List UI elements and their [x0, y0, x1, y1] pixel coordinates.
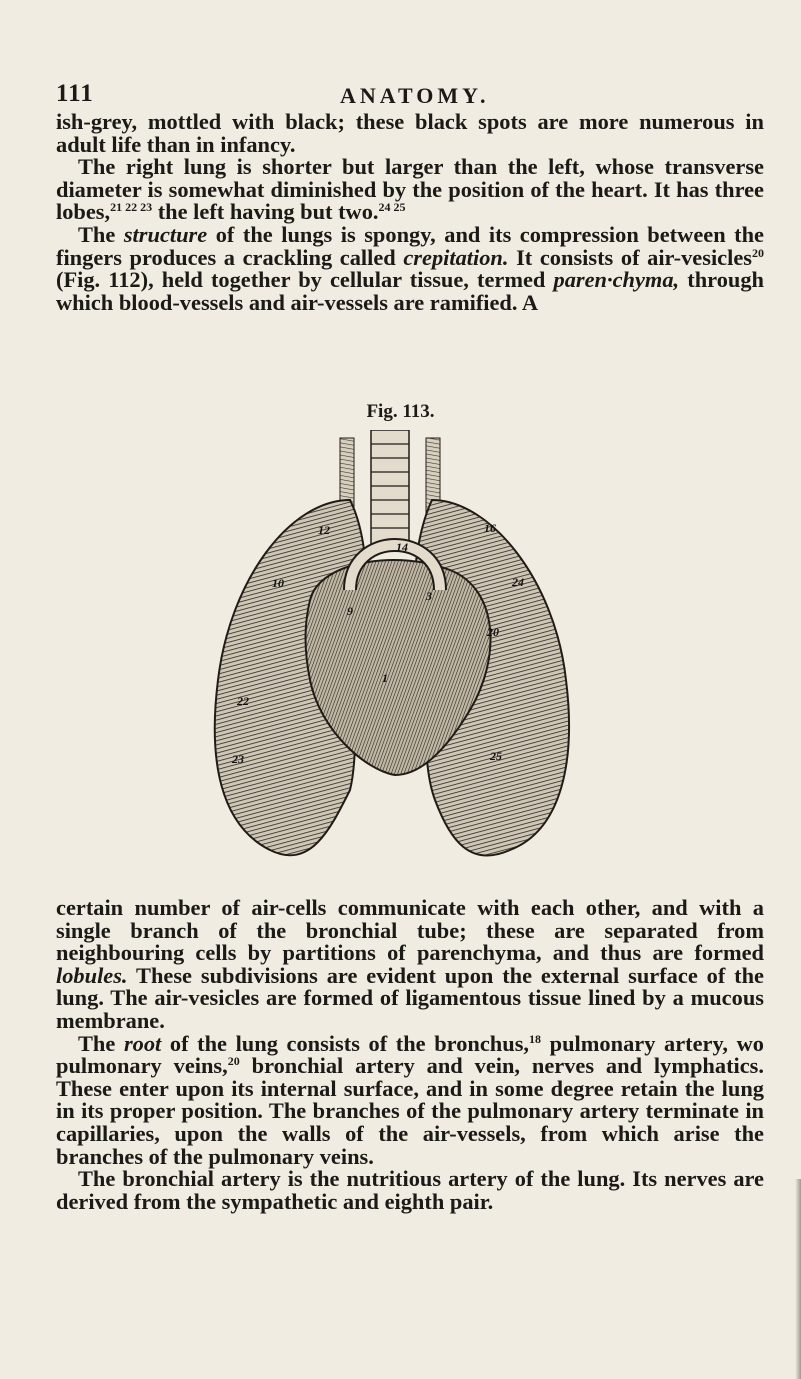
emphasis-lobules: lobules. — [56, 962, 128, 988]
p5-text-d: bronchial artery and vein, nerves and lymphatics. These enter upon its internal surface, and in some degree retain the lung in its proper position. The branches of the pulmonary artery terminate in capillaries, upon the walls of the air-vessels, from which arise the branches of the pulmonary veins. — [56, 1053, 764, 1169]
p2-text-a: The right lung is shorter but larger than the left, whose transverse diameter is somewhat diminished by the position of the heart. It has three lobes, — [56, 154, 764, 225]
label-14: 14 — [396, 540, 408, 554]
footnote-ref: 24 25 — [378, 200, 406, 215]
label-23: 23 — [232, 752, 244, 766]
label-12: 12 — [318, 523, 330, 537]
p3-text-b: of the lungs is spongy, and its compression between the fingers produces a crackling called — [56, 221, 764, 270]
label-24: 24 — [512, 575, 524, 589]
emphasis-parenchyma: paren·chyma, — [553, 267, 680, 293]
p3-text-d: (Fig. 112), held together by cellular tissue, termed — [56, 267, 554, 293]
p3-text-c: It consists of air-vesicles — [508, 244, 752, 270]
paragraph-2 — [56, 156, 764, 224]
p5-text-a: The — [78, 1030, 124, 1056]
page-number: 111 — [56, 80, 94, 107]
footnote-ref: 20 — [752, 245, 764, 260]
paragraph-4 — [56, 897, 764, 1033]
footnote-ref: 20 — [227, 1054, 240, 1069]
running-head: ANATOMY. — [340, 83, 490, 108]
lungs-engraving — [200, 430, 582, 870]
emphasis-crepitation: crepitation. — [403, 244, 509, 270]
trachea — [371, 430, 409, 550]
lungs-illustration — [200, 430, 582, 870]
paragraph-1 — [56, 111, 764, 156]
label-10: 10 — [272, 576, 284, 590]
footnote-ref: 21 22 23 — [110, 200, 153, 215]
emphasis-root: root — [123, 1030, 162, 1056]
p2-text-b: the left having but two. — [152, 199, 379, 225]
footnote-ref: 18 — [529, 1031, 542, 1046]
p3-text-a: The — [78, 221, 124, 247]
paragraph-6-text: The bronchial artery is the nutritious artery of the lung. Its nerves are derived from the sympathetic and eighth pair. — [56, 1166, 764, 1214]
label-22: 22 — [237, 694, 249, 708]
label-16: 16 — [484, 521, 496, 535]
page-header — [56, 80, 756, 110]
paragraph-6 — [56, 1168, 764, 1213]
p4-text-b: These subdivisions are evident upon the external surface of the lung. The air-vesicles are formed of ligamentous tissue lined by a mucous membrane. — [56, 962, 764, 1033]
label-20: 20 — [487, 625, 499, 639]
figure-caption: Fig. 113. — [366, 401, 435, 422]
p4-text-a: certain number of air-cells communicate with each other, and with a single branch of the bronchial tube; these are separated from neighbouring cells by partitions of parenchyma, and thus are formed — [56, 895, 764, 966]
bottom-text-block — [56, 897, 764, 1213]
label-9: 9 — [347, 604, 353, 618]
p5-text-c: pulmonary artery, wo pulmonary veins, — [56, 1030, 764, 1079]
paragraph-1-text: ish-grey, mottled with black; these black spots are more numerous in adult life than in infancy. — [56, 109, 764, 157]
p5-text-b: of the lung consists of the bronchus, — [161, 1030, 530, 1056]
paragraph-3 — [56, 221, 764, 315]
label-25: 25 — [490, 749, 502, 763]
emphasis-structure: structure — [123, 221, 208, 247]
label-3: 3 — [426, 589, 432, 603]
top-text-block — [56, 111, 764, 314]
label-1: 1 — [382, 671, 388, 685]
page-edge-shadow — [795, 1179, 801, 1379]
paragraph-5 — [56, 1030, 764, 1169]
p3-text-e: through which blood-vessels and air-vessels are ramified. A — [56, 267, 764, 315]
